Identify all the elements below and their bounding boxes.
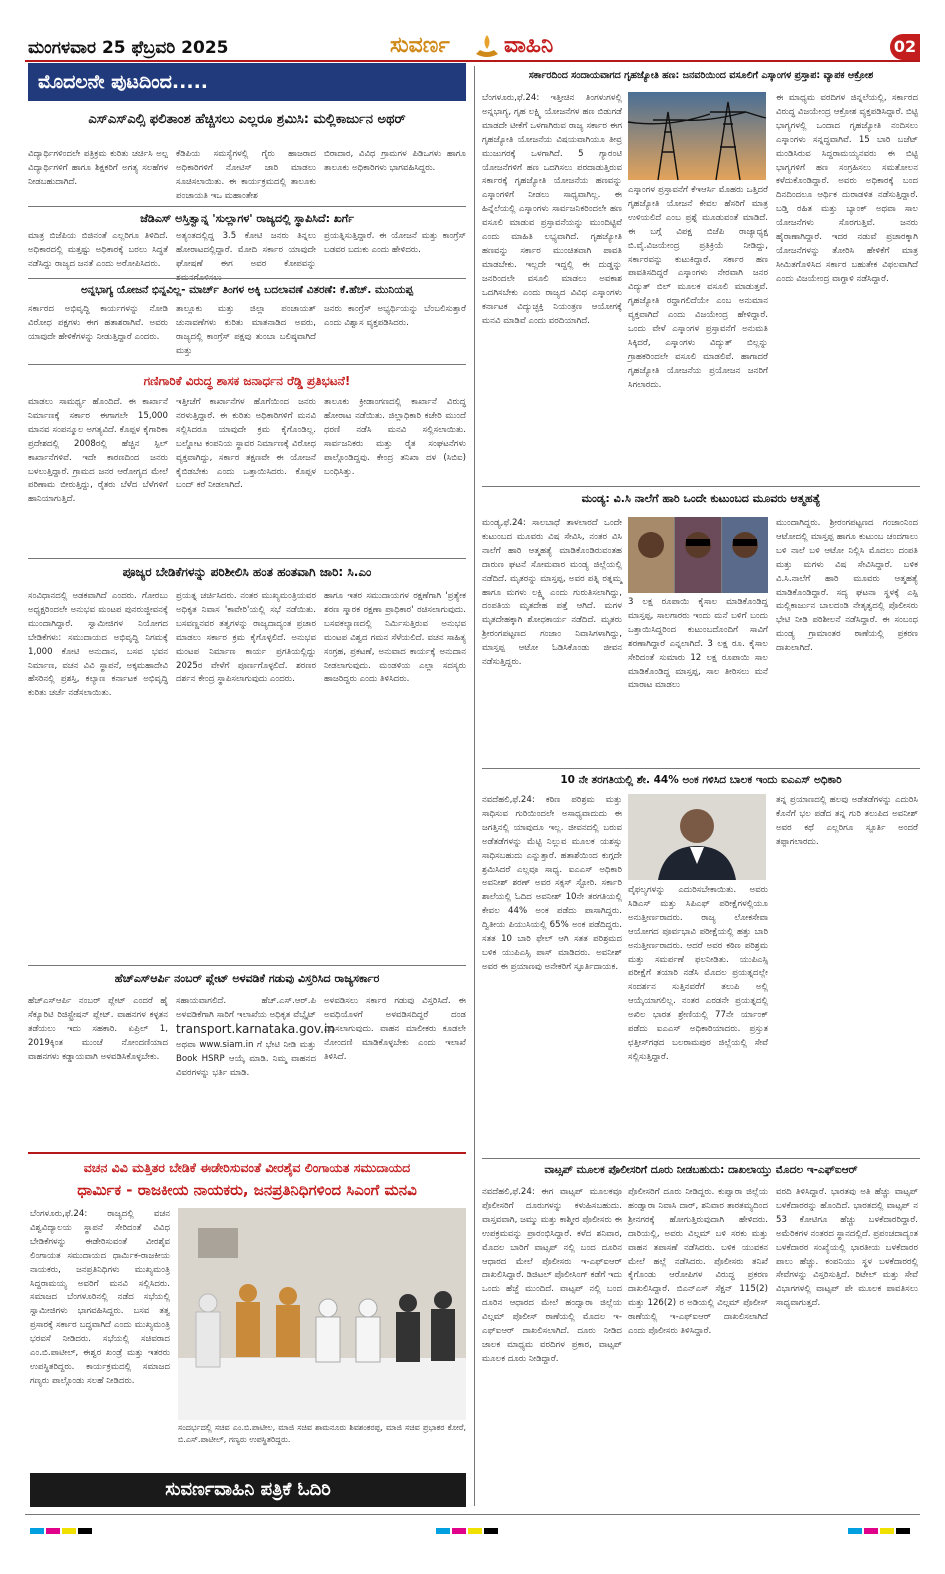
a3-col1: ಸರ್ಕಾರದ ಅಭಿವೃದ್ಧಿ ಕಾರ್ಯಗಳನ್ನು ನೋಡಿ ವಿರೋಧ ಪಕ್ಷಗಳು ಈಗ ಹತಾಶರಾಗಿವೆ. ಅವರು ಯಾವುದೇ ಹೇಳಿಕೆಗಳನ್ನು ನೀಡುತ್ತಿದ್ದಾರೆ ಎಂದರು. — [28, 304, 168, 342]
column-divider — [474, 66, 475, 1506]
separator — [28, 965, 466, 966]
logo-left-text: ಸುವರ್ಣ — [390, 32, 450, 58]
r2-col3: ಮುಂದಾಗಿದ್ದರು. ಶ್ರೀರಂಗಪಟ್ಟಣದ ಗಂಜಾಂನಿಂದ ಆಟೋದಲ್ಲಿ ಮಾಸ್ತಪ್ಪ ಹಾಗೂ ಕುಟುಂಬ ಚಂದಗಾಲು ಬಳಿ ನಾಲೆ ಬಳಿ ಆಟೋ ನಿಲ್ಲಿಸಿ ಮೊದಲು ದಂಪತಿ ಮತ್ತು ಮಗಳು ವಿಷ ಸೇವಿಸಿದ್ದಾರೆ. ಬಳಿಕ ವಿ.ಸಿ.ನಾಲೆಗೆ ಹಾರಿ ಮೂವರು ಆತ್ಮಹತ್ಯೆ ಮಾಡಿಕೊಂಡಿದ್ದಾರೆ. ಸದ್ಯ ಘಟನಾ ಸ್ಥಳಕ್ಕೆ ಎಸ್ಪಿ ಮಲ್ಲಿಕಾರ್ಜುನ ಬಾಲದಂಡಿ ನೇತೃತ್ವದಲ್ಲಿ ಪೊಲೀಸರು ಭೇಟಿ ನೀಡಿ ಪರಿಶೀಲನೆ ನಡೆಸಿದ್ದಾರೆ. ಈ ಸಂಬಂಧ ಮಂಡ್ಯ ಗ್ರಾಮಾಂತರ ಠಾಣೆಯಲ್ಲಿ ಪ್ರಕರಣ ದಾಖಲಾಗಿದೆ. — [776, 518, 918, 654]
r4-col2: ಪೊಲೀಸರಿಗೆ ದೂರು ನೀಡಿದ್ದರು. ಕುಪ್ವಾರಾ ಜಿಲ್ಲೆಯ ಹಂಡ್ವಾರಾ ನಿವಾಸಿ ದಾರ್, ಶನಿವಾರ ತಾರತಮ್ಯದಿಂದ ಶ್ರೀನಗರಕ್ಕೆ ಹೋಗುತ್ತಿರುವುದಾಗಿ ಹೇಳಿದರು. ದಾರಿಯಲ್ಲಿ, ಅವರು ವಿಲ್ಗಮ್ ಬಳಿ ಸರಕು ಮತ್ತು ವಾಹನ ತಪಾಸಣೆ ನಡೆಸಿದರು. ಬಳಿಕ ಯುವಕನ ಮೇಲೆ ಹಲ್ಲೆ ನಡೆಸಿದರು. ಪೊಲೀಸರು ತನಿಖೆ ಕೈಗೊಂಡು ಆರೋಪಿಗಳ ವಿರುದ್ಧ ಪ್ರಕರಣ ದಾಖಲಿಸಿದ್ದಾರೆ. ಬಿಎನ್‌ಎಸ್ ಸೆಕ್ಷನ್ 115(2) ಮತ್ತು 126(2) ರ ಅಡಿಯಲ್ಲಿ ವಿಲ್ಗಮ್ ಪೊಲೀಸ್ ಠಾಣೆಯಲ್ಲಿ ಇ-ಎಫ್‌ಐಆರ್ ದಾಖಲಿಸಲಾಗಿದೆ ಎಂದು ಪೊಲೀಸರು ತಿಳಿಸಿದ್ದಾರೆ. — [628, 1187, 768, 1337]
a2-col3: ಪ್ರಯತ್ನಿಸುತ್ತಿದ್ದಾರೆ. ಈ ಯೋಜನೆ ಮತ್ತು ಕಾಂಗ್ರೆಸ್ ಬಡವರ ಬದುಕು ಎಂದು ಹೇಳಿದರು. — [324, 231, 466, 255]
a4-col3: ತಾಲೂಕು ಕ್ರೀಡಾಂಗಣದಲ್ಲಿ ಕಾರ್ಖಾನೆ ವಿರುದ್ಧ ಹೋರಾಟ ನಡೆಯಿತು. ಜಿಲ್ಲಾಧಿಕಾರಿ ಕಚೇರಿ ಮುಂದೆ ಧರಣಿ ನಡೆಸಿ ಮನವಿ ಸಲ್ಲಿಸಲಾಯಿತು. ಸಾರ್ವಜನಿಕರು ಮತ್ತು ರೈತ ಸಂಘಟನೆಗಳು ಪಾಲ್ಗೊಂಡಿದ್ದವು. ಕೇಂದ್ರ ತನಿಖಾ ದಳ (ಸಿಬಿಐ) ಬಂಧಿಸಿತ್ತು. — [324, 397, 466, 477]
a5-col1: ಸಂವಿಧಾನದಲ್ಲಿ ಅಡಕವಾಗಿದೆ ಎಂದರು. ಗೋರಬು ಅಧ್ಯಕ್ಷರಿಂದಲೇ ಅನುಭವ ಮಂಟಪ ಪುನರುಜ್ಜೀವನಕ್ಕೆ ಮುಂದಾಗಿದ್ದಾರೆ. ಸ್ವಾಮೀಜಿಗಳ ನಿಯೋಗದ ಬೇಡಿಕೆಗಳು: ಸಮುದಾಯದ ಅಭಿವೃದ್ಧಿ ನಿಗಮಕ್ಕೆ 1,000 ಕೋಟಿ ಅನುದಾನ, ಬಸವ ಭವನ ನಿರ್ಮಾಣ, ವಚನ ವಿವಿ ಸ್ಥಾಪನೆ, ಅಕ್ಕಮಹಾದೇವಿ ಹೆಸರಿನಲ್ಲಿ ಪ್ರಶಸ್ತಿ, ಕಲ್ಯಾಣ ಕರ್ನಾಟಕ ಅಭಿವೃದ್ಧಿ ಕುರಿತು ಚರ್ಚೆ ನಡೆಸಲಾಯಿತು. — [28, 591, 168, 699]
headline-annabhagya: ಅನ್ನಭಾಗ್ಯ ಯೋಜನೆ ಭಿನ್ನವಿಲ್ಲ- ಮಾರ್ಚ್ ತಿಂಗಳ ಅಕ್ಕಿ ಬದಲಾವಣೆ ವಿತರಣೆ: ಕೆ.ಹೆಚ್. ಮುನಿಯಪ್ಪ — [80, 284, 414, 296]
headline-kharge: ಜೆಡಿಎಸ್ ಅಸ್ತಿತ್ವಾನ್ನ 'ಸುಲ್ಲಾಗಳ' ರಾಜ್ಯದಲ್ಲಿ ಸ್ಥಾಪಿಸಿದೆ: ಖರ್ಗೆ — [140, 212, 354, 225]
a6-col3: ಅಳವಡಿಸಲು ಸರ್ಕಾರ ಗಡುವು ವಿಸ್ತರಿಸಿದೆ. ಈ ಅವಧಿಯೊಳಗೆ ಅಳವಡಿಸದಿದ್ದರೆ ದಂಡ ವಿಧಿಸಲಾಗುವುದು. ವಾಹನ ಮಾಲೀಕರು ಕೂಡಲೇ ನೋಂದಣಿ ಮಾಡಿಕೊಳ್ಳಬೇಕು ಎಂದು ಇಲಾಖೆ ತಿಳಿಸಿದೆ. — [324, 996, 466, 1062]
headline-gruhajyothi: ಸರ್ಕಾರದಿಂದ ಸಂದಾಯವಾಗದ ಗೃಹಜ್ಯೋತಿ ಹಣ: ಜನವರಿಯಿಂದ ವಸೂಲಿಗೆ ಎಸ್ಕಾಂಗಳ ಪ್ರಸ್ತಾಪ: ವ್ಯಾಪಕ ಆಕ್ರೋಶ — [528, 70, 874, 81]
transport-website-link[interactable]: transport.karnataka.gov.in — [176, 1021, 335, 1036]
headline-cm-demands: ಪೂಜ್ಯರ ಬೇಡಿಕೆಗಳನ್ನು ಪರಿಶೀಲಿಸಿ ಹಂತ ಹಂತವಾಗಿ ಜಾರಿ: ಸಿ.ಎಂ — [122, 565, 372, 579]
a6-col2-text-a: ಸಹಾಯವಾಗಲಿದೆ. ಹೆಚ್.ಎಸ್.ಆರ್.ಪಿ ಅಳವಡಿಕೆಗಾಗಿ ಸಾರಿಗೆ ಇಲಾಖೆಯ ಅಧಿಕೃತ ವೆಬ್ಸೈಟ್ — [176, 996, 316, 1020]
section-title: ಮೊದಲನೇ ಪುಟದಿಂದ..... — [28, 63, 466, 101]
separator — [482, 1158, 920, 1159]
a7-body: ಬೆಂಗಳೂರು,ಫೆ.24: ರಾಜ್ಯದಲ್ಲಿ ವಚನ ವಿಶ್ವವಿದ್ಯಾಲಯ ಸ್ಥಾಪನೆ ಸೇರಿದಂತೆ ವಿವಿಧ ಬೇಡಿಕೆಗಳನ್ನು ಈಡೇರಿಸುವಂತೆ ವೀರಶೈವ ಲಿಂಗಾಯತ ಸಮುದಾಯದ ಧಾರ್ಮಿಕ-ರಾಜಕೀಯ ನಾಯಕರು, ಜನಪ್ರತಿನಿಧಿಗಳು ಮುಖ್ಯಮಂತ್ರಿ ಸಿದ್ದರಾಮಯ್ಯ ಅವರಿಗೆ ಮನವಿ ಸಲ್ಲಿಸಿದರು. ಸಮಾಜದ ಬೆಂಗಳೂರಿನಲ್ಲಿ ನಡೆದ ಸಭೆಯಲ್ಲಿ ಸ್ವಾಮೀಜಿಗಳು ಭಾಗವಹಿಸಿದ್ದರು. ಬಸವ ತತ್ವ ಪ್ರಸಾರಕ್ಕೆ ಸರ್ಕಾರ ಬದ್ಧವಾಗಿದೆ ಎಂದು ಮುಖ್ಯಮಂತ್ರಿ ಭರವಸೆ ನೀಡಿದರು. ಸಭೆಯಲ್ಲಿ ಸಚಿವರಾದ ಎಂ.ಬಿ.ಪಾಟೀಲ್, ಈಶ್ವರ ಖಂಡ್ರೆ ಮತ್ತು ಇತರರು ಉಪಸ್ಥಿತರಿದ್ದರು. ಕಾರ್ಯಕ್ರಮದಲ್ಲಿ ಸಮಾಜದ ಗಣ್ಯರು ಪಾಲ್ಗೊಂಡು ಸಲಹೆ ನೀಡಿದರು. — [30, 1209, 170, 1386]
a6-col2-text-b: ಅಥವಾ www.siam.in ಗೆ ಭೇಟಿ ನೀಡಿ ಮತ್ತು Book HSRP ಆಯ್ಕೆ ಮಾಡಿ. ನಿಮ್ಮ ವಾಹನದ ವಿವರಗಳನ್ನು ಭರ್ತಿ ಮಾಡಿ. — [176, 1039, 316, 1078]
a1-col1: ವಿದ್ಯಾರ್ಥಿಗಳಿಂದಲೇ ಪತ್ರಿಕ್ರಮ ಕುರಿತು ಚರ್ಚಿಸಿ ಅಲ್ಪ ವಿದ್ಯಾರ್ಥಿಗಳಿಗೆ ಹಾಗೂ ಶಿಕ್ಷಕರಿಗೆ ಅಗತ್ಯ ಸಲಹೆಗಳ ನೀಡಬಹುದಾಗಿದೆ. — [28, 149, 168, 187]
victims-illustration — [628, 517, 768, 593]
r4-col1: ನವದೆಹಲಿ,ಫೆ.24: ಈಗ ವಾಟ್ಸಪ್ ಮೂಲಕವೂ ಪೊಲೀಸರಿಗೆ ದೂರುಗಳನ್ನು ಕಳುಹಿಸಬಹುದು. ವಾಸ್ತವವಾಗಿ, ಜಮ್ಮು ಮತ್ತು ಕಾಶ್ಮೀರ ಪೊಲೀಸರು ಈ ಉಪಕ್ರಮವನ್ನು ಪ್ರಾರಂಭಿಸಿದ್ದಾರೆ. ಕಳೆದ ಶನಿವಾರ, ಮೊದಲ ಬಾರಿಗೆ ವಾಟ್ಸಪ್ ನಲ್ಲಿ ಬಂದ ದೂರಿನ ಆಧಾರದ ಮೇಲೆ ಪೊಲೀಸರು ಇ-ಎಫ್‌ಐಆರ್ ದಾಖಲಿಸಿದ್ದಾರೆ. ಡಿಜಿಟಲ್ ಪೊಲೀಸಿಂಗ್ ಕಡೆಗೆ ಇದು ಒಂದು ಹೆಜ್ಜೆ ಮುಂದಿದೆ. ವಾಟ್ಸಪ್ ನಲ್ಲಿ ಬಂದ ದೂರಿನ ಆಧಾರದ ಮೇಲೆ ಹಂದ್ವಾರಾ ಜಿಲ್ಲೆಯ ವಿಲ್ಗಮ್ ಪೊಲೀಸ್ ಠಾಣೆಯಲ್ಲಿ ಮೊದಲ ಇ-ಎಫ್‌ಐಆರ್ ದಾಖಲಿಸಲಾಗಿದೆ. ದೂರು ನೀಡಿದ ಜಾಲಕ ಮಾಧ್ಯಮ ವರದಿಗಳ ಪ್ರಕಾರ, ವಾಟ್ಸಪ್ ಮೂಲಕ ದೂರು ನೀಡಿದ್ದಾರೆ. — [482, 1187, 622, 1364]
separator — [482, 768, 920, 769]
r1-col3: ಈ ಮಾಧ್ಯಮ ವರದಿಗಳ ಜಿನ್ನಲೆಯಲ್ಲಿ, ಸರ್ಕಾರದ ವಿರುದ್ಧ ವಿಜಯೇಂದ್ರ ಆಕ್ರೋಶ ವ್ಯಕ್ತಪಡಿಸಿದ್ದಾರೆ. ಬಿಟ್ಟಿ ಭಾಗ್ಯಗಳಲ್ಲಿ ಒಂದಾದ ಗೃಹಜ್ಯೋತಿ ನಂದಿಸಲು ಎಸ್ಕಾಂಗಳು ಸನ್ನದ್ಧವಾಗಿವೆ. 15 ಬಾರಿ ಬಜೆಟ್ ಮಂಡಿಸಿರುವ ಸಿದ್ದರಾಮಯ್ಯನವರು ಈ ಬಿಟ್ಟಿ ಭಾಗ್ಯಗಳಿಗೆ ಹಣ ಸಂಗ್ರಹಿಸಲು ಸಮತೋಲನ ಕಳೆದುಕೊಂಡಿದ್ದಾರೆ. ಅವರು ಅಧಿಕಾರಕ್ಕೆ ಬಂದ ದಿನದಿಂದಲೂ ಆರ್ಥಿಕ ದುರಾಡಳಿತ ನಡೆಸುತ್ತಿದ್ದಾರೆ. ಬಡ್ತಿ ರಹಿತ ಮತ್ತು ಬ್ಯಾಂಕ್ ಅಥವಾ ಸಾಲ ಯೋಜನೆಗಳು ಸೊರಗುತ್ತಿವೆ. ಜನರು ಹೈರಾಣಾಗಿದ್ದಾರೆ. ಇದರ ನಡುವೆ ಪ್ರಚಾರಕ್ಕಾಗಿ ಯೋಜನೆಗಳನ್ನು ತೋರಿಸಿ ಹೇಳಿಕೆಗೆ ಮಾತ್ರ ಸೀಮಿತಗೊಳಿಸಿದ ಸರ್ಕಾರ ಬಹುತೇಕ ವಿಫಲವಾಗಿದೆ ಎಂದು ವಿಜಯೇಂದ್ರ ವಾಗ್ದಾಳಿ ನಡೆಸಿದ್ದಾರೆ. — [776, 93, 918, 284]
issue-date: ಮಂಗಳವಾರ 25 ಫೆಬ್ರವರಿ 2025 — [28, 38, 229, 58]
masthead-rule — [25, 60, 920, 62]
r1-col2: ಎಸ್ಕಾಂಗಳ ಪ್ರಸ್ತಾವನೆಗೆ ಕೆಇಆರ್ಸಿ ಮೊಹರು ಒತ್ತಿದರೆ ಗೃಹಜ್ಯೋತಿ ಯೋಜನೆ ಕೇವಲ ಹೆಸರಿಗೆ ಮಾತ್ರ ಉಳಿಯಲಿದೆ ಎಂಬ ಪ್ರಶ್ನೆ ಮೂಡುವಂತೆ ಮಾಡಿದೆ. ಈ ಬಗ್ಗೆ ವಿಪಕ್ಷ ಬಿಜೆಪಿ ರಾಜ್ಯಾಧ್ಯಕ್ಷ ಬಿ.ವೈ.ವಿಜಯೇಂದ್ರ ಪ್ರತಿಕ್ರಿಯೆ ನೀಡಿದ್ದು, ಸರ್ಕಾರವನ್ನು ಕುಟುಕಿದ್ದಾರೆ. ಸರ್ಕಾರ ಹಣ ಪಾವತಿಸದಿದ್ದರೆ ಎಸ್ಕಾಂಗಳು ನೇರವಾಗಿ ಜನರ ವಿದ್ಯುತ್ ಬಿಲ್ ಮೂಲಕ ವಸೂಲಿ ಮಾಡುತ್ತವೆ. ಗೃಹಜ್ಯೋತಿ ರದ್ದಾಗಲಿದೆಯೇ ಎಂಬ ಅನುಮಾನ ವ್ಯಕ್ತವಾಗಿದೆ ಎಂದು ವಿಜಯೇಂದ್ರ ಹೇಳಿದ್ದಾರೆ. ಒಂದು ವೇಳೆ ಎಸ್ಕಾಂಗಳ ಪ್ರಸ್ತಾವನೆಗೆ ಅನುಮತಿ ಸಿಕ್ಕಿದರೆ, ಎಸ್ಕಾಂಗಳು ವಿದ್ಯುತ್ ಬಿಲ್ಲನ್ನು ಗ್ರಾಹಕರಿಂದಲೇ ವಸೂಲಿ ಮಾಡಲಿವೆ. ಹಾಗಾದರೆ ಗೃಹಜ್ಯೋತಿ ಯೋಜನೆಯ ಪ್ರಯೋಜನ ಜನರಿಗೆ ಸಿಗಲಾರದು. — [628, 185, 768, 390]
separator — [28, 206, 466, 207]
meeting-photo — [178, 1208, 466, 1420]
r2-col2: 3 ಲಕ್ಷ ರೂಪಾಯಿ ಕೈಸಾಲ ಮಾಡಿಕೊಂಡಿದ್ದ ಮಾಸ್ತಪ್ಪ, ಸಾಲಗಾರರು ಇಂದು ಮನೆ ಬಳಿಗೆ ಬಂದು ಒತ್ತಾಯಿಸಿದ್ದರಿಂದ ಕುಟುಂಬದೊಂದಿಗೆ ಸಾವಿಗೆ ಶರಣಾಗಿದ್ದಾರೆ ಎನ್ನಲಾಗಿದೆ. 3 ಲಕ್ಷ ರೂ. ಕೈಸಾಲ ಸೇರಿದಂತೆ ಸುಮಾರು 12 ಲಕ್ಷ ರೂಪಾಯಿ ಸಾಲ ಮಾಡಿಕೊಂಡಿದ್ದ ಮಾಸ್ತಪ್ಪ, ಸಾಲ ತೀರಿಸಲು ಮನೆ ಮಾರಾಟ ಮಾಡಲು — [628, 597, 768, 691]
separator — [28, 278, 466, 279]
officer-portrait-photo — [628, 794, 766, 880]
a2-col2: ಅತ್ಯಂತದಲ್ಲಿದ್ದ 3.5 ಕೋಟಿ ಜನರು ತಿನ್ನಲು ಹೋರಾಟದಲ್ಲಿದ್ದಾರೆ. ಮೋದಿ ಸರ್ಕಾರ ಯಾವುದೇ ಘೋಷಣೆ ಈಗ ಅವರ ಕೋಪವನ್ನು — [176, 231, 316, 269]
headline-reddy-protest: ಗಣಿಗಾರಿಕೆ ವಿರುದ್ಧ ಶಾಸಕ ಜನಾರ್ಧನ ರೆಡ್ಡಿ ಪ್ರತಿಭಟನೆ! — [143, 374, 351, 388]
read-newspaper-banner: ಸುವರ್ಣವಾಹಿನಿ ಪತ್ರಿಕೆ ಓದಿರಿ — [30, 1473, 466, 1507]
separator — [28, 558, 466, 559]
separator — [28, 364, 466, 365]
r3-col1: ನವದೆಹಲಿ,ಫೆ.24: ಕಠಿಣ ಪರಿಶ್ರಮ ಮತ್ತು ಸಾಧಿಸುವ ಗುರಿಯಿಂದಲೇ ಅಸಾಧ್ಯವಾದುದು ಈ ಜಗತ್ತಿನಲ್ಲಿ ಯಾವುದೂ ಇಲ್ಲ. ಜೀವನದಲ್ಲಿ ಬರುವ ಅಡೆತಡೆಗಳನ್ನು ಮೆಟ್ಟಿ ನಿಲ್ಲುವ ಮೂಲಕ ಯಶಸ್ಸು ಸಾಧಿಸಬಹುದು ಎನ್ನುತ್ತಾರೆ. ಹತಾಶೆಯಿಂದ ಕುಗ್ಗದೇ ಶ್ರಮಿಸಿದರೆ ಎಲ್ಲವೂ ಸಾಧ್ಯ. ಐಎಎಸ್ ಅಧಿಕಾರಿ ಅವನೀಶ್ ಶರಣ್ ಅವರ ಸಕ್ಸಸ್ ಸ್ಟೋರಿ. ಸರ್ಕಾರಿ ಶಾಲೆಯಲ್ಲಿ ಓದಿದ ಅವನೀಶ್ 10ನೇ ತರಗತಿಯಲ್ಲಿ ಕೇವಲ 44% ಅಂಕ ಪಡೆದು ಪಾಸಾಗಿದ್ದರು. ದ್ವಿತೀಯ ಪಿಯುಸಿಯಲ್ಲಿ 65% ಅಂಕ ಪಡೆದಿದ್ದರು. ಸತತ 10 ಬಾರಿ ಫೇಲ್ ಆಗಿ ಸತತ ಪರಿಶ್ರಮದ ಬಳಿಕ ಯುಪಿಎಸ್ಸಿ ಪಾಸ್ ಮಾಡಿದರು. ಅವನೀಶ್ ಅವರ ಈ ಪ್ರಯಾಣವು ಅನೇಕರಿಗೆ ಸ್ಫೂರ್ತಿದಾಯಕ. — [482, 795, 622, 972]
headline-sslc: ಎಸ್ಎಸ್ಎಲ್ಸಿ ಫಲಿತಾಂಶ ಹೆಚ್ಚಿಸಲು ಎಲ್ಲರೂ ಶ್ರಮಿಸಿ: ಮಲ್ಲಿಕಾರ್ಜುನ ಅಥರ್ — [88, 112, 406, 127]
officer-illustration — [628, 794, 766, 880]
a5-col3: ಹಾಗೂ ಇತರ ಸಮುದಾಯಗಳ ರಕ್ಷಣೆಗಾಗಿ 'ಪ್ರತ್ಯೇಕ ಶರಣ ಸ್ಮಾರಕ ರಕ್ಷಣಾ ಪ್ರಾಧಿಕಾರ' ರಚಿಸಲಾಗುವುದು. ಬಸವಕಲ್ಯಾಣದಲ್ಲಿ ನಿರ್ಮಿಸುತ್ತಿರುವ ಅನುಭವ ಮಂಟಪ ವಿಶ್ವದ ಗಮನ ಸೆಳೆಯಲಿದೆ. ವಚನ ಸಾಹಿತ್ಯ ಸಂಗ್ರಹ, ಪ್ರಕಟಣೆ, ಅನುವಾದ ಕಾರ್ಯಕ್ಕೆ ಅನುದಾನ ನೀಡಲಾಗುವುದು. ಮಂಡಳಿಯ ಎಲ್ಲಾ ಸದಸ್ಯರು ಹಾಜರಿದ್ದರು ಎಂದು ತಿಳಿಸಿದರು. — [324, 591, 466, 685]
headline-vachana-line1: ವಚನ ವಿವಿ ಮತ್ತಿತರ ಬೇಡಿಕೆ ಈಡೇರಿಸುವಂತೆ ವೀರಶೈವ ಲಿಂಗಾಯತ ಸಮುದಾಯದ — [83, 1160, 411, 1175]
r3-col3: ತನ್ನ ಪ್ರಯಾಣದಲ್ಲಿ ಹಲವು ಅಡೆತಡೆಗಳನ್ನು ಎದುರಿಸಿ ಕೊನೆಗೆ ಭಲ ಪಡೆದ ತನ್ನ ಗುರಿ ತಲುಪಿದ ಅವನೀಶ್ ಅವರ ಕಥೆ ಎಲ್ಲರಿಗೂ ಸ್ಪೂರ್ತಿ ಅಂದರೆ ತಪ್ಪಾಗಲಾರದು. — [776, 795, 918, 847]
a6-col1: ಹೆಚ್ಎಸ್ಆರ್ಪಿ ನಂಬರ್ ಪ್ಲೇಟ್ ಎಂದರೆ ಹೈ ಸೆಕ್ಯೂರಿಟಿ ರಿಜಿಸ್ಟ್ರೇಷನ್ ಪ್ಲೇಟ್. ವಾಹನಗಳ ಕಳ್ಳತನ ತಡೆಯಲು ಇದು ಸಹಕಾರಿ. ಏಪ್ರಿಲ್ 1, 2019ಕ್ಕಿಂತ ಮುಂಚೆ ನೋಂದಣಿಯಾದ ವಾಹನಗಳು ಕಡ್ಡಾಯವಾಗಿ ಅಳವಡಿಸಿಕೊಳ್ಳಬೇಕು. — [28, 996, 168, 1062]
a6-col2 — [176, 995, 335, 1140]
page-number: 02 — [890, 34, 920, 60]
meeting-photo-caption: ಸಂದರ್ಭದಲ್ಲಿ ಸಚಿವ ಎಂ.ಬಿ.ಪಾಟೀಲ, ಮಾಜಿ ಸಚಿವ ಶಾಮನೂರು ಶಿವಶಂಕರಪ್ಪ, ಮಾಜಿ ಸಚಿವ ಪ್ರಭಾಕರ ಕೋರೆ, ಬಿ.ಎಸ್.ಪಾಟೀಲ್, ಗಣ್ಯರು ಉಪಸ್ಥಿತರಿದ್ದರು. — [178, 1423, 466, 1444]
r3-col2: ವೈಫಲ್ಯಗಳನ್ನು ಎದುರಿಸಬೇಕಾಯಿತು. ಅವರು ಸಿಡಿಎಸ್ ಮತ್ತು ಸಿಪಿಎಫ್ ಪರೀಕ್ಷೆಗಳಲ್ಲಿಯೂ ಅನುತ್ತೀರ್ಣರಾದರು. ರಾಜ್ಯ ಲೋಕಸೇವಾ ಆಯೋಗದ ಪೂರ್ವಭಾವಿ ಪರೀಕ್ಷೆಯಲ್ಲಿ ಹತ್ತು ಬಾರಿ ಅನುತ್ತೀರ್ಣರಾದರು. ಆದರೆ ಅವರ ಕಠಿಣ ಪರಿಶ್ರಮ ಮತ್ತು ಸಮರ್ಪಣೆ ಫಲನೀಡಿತು. ಯುಪಿಎಸ್ಸಿ ಪರೀಕ್ಷೆಗೆ ತಯಾರಿ ನಡೆಸಿ ಮೊದಲ ಪ್ರಯತ್ನದಲ್ಲೇ ಸಂದರ್ಶನ ಸುತ್ತಿನವರೆಗೆ ತಲುಪಿ ಅಲ್ಲಿ ಆಯ್ಕೆಯಾಗಲಿಲ್ಲ. ನಂತರ ಎರಡನೇ ಪ್ರಯತ್ನದಲ್ಲಿ ಅಖಿಲ ಭಾರತ ಶ್ರೇಣಿಯಲ್ಲಿ 77ನೇ ರ್ಯಾಂಕ್ ಪಡೆದು ಐಎಎಸ್ ಅಧಿಕಾರಿಯಾದರು. ಪ್ರಸ್ತುತ ಛತ್ತೀಸ್‌ಗಢದ ಬಲರಾಮಪುರ ಜಿಲ್ಲೆಯಲ್ಲಿ ಸೇವೆ ಸಲ್ಲಿಸುತ್ತಿದ್ದಾರೆ. — [628, 885, 768, 1062]
r4-col3: ವರದಿ ತಿಳಿಸಿದ್ದಾರೆ. ಭಾರತವು ಅತಿ ಹೆಚ್ಚು ವಾಟ್ಸಪ್ ಬಳಕೆದಾರರನ್ನು ಹೊಂದಿದೆ. ಭಾರತದಲ್ಲಿ ವಾಟ್ಸಪ್ ನ 53 ಕೋಟಿಗೂ ಹೆಚ್ಚು ಬಳಕೆದಾರರಿದ್ದಾರೆ. ಅಮೆರಿಕಗಳ ನಂತರದ ಸ್ಥಾನದಲ್ಲಿದೆ. ಪ್ರಪಂಚದಾದ್ಯಂತ ಬಳಕೆದಾರರ ಸಂಖ್ಯೆಯಲ್ಲಿ ಭಾರತೀಯ ಬಳಕೆದಾರರ ಪಾಲು ಹೆಚ್ಚು. ಕಂಪನಿಯು ಸ್ಥಳ ಬಳಕೆದಾರರಲ್ಲಿ ಸೇವೆಗಳನ್ನು ವಿಸ್ತರಿಸುತ್ತಿದೆ. ರಿಟೇಲ್ ಮತ್ತು ಸೇವೆ ವಿಭಾಗಗಳಲ್ಲಿ ವಾಟ್ಸಪ್ ಪೇ ಮೂಲಕ ಪಾವತಿಸಲು ಸಾಧ್ಯವಾಗುತ್ತದೆ. — [776, 1187, 919, 1309]
headline-mandya: ಮಂಡ್ಯ: ವಿ.ಸಿ ನಾಲೆಗೆ ಹಾರಿ ಒಂದೇ ಕುಟುಂಬದ ಮೂವರು ಆತ್ಮಹತ್ಯೆ — [581, 492, 821, 505]
registration-marks-center — [436, 1528, 506, 1536]
headline-hsrp: ಹೆಚ್ಎಸ್ಆರ್ಪಿ ನಂಬರ್ ಪ್ಲೇಟ್ ಅಳವಡಿಕೆ ಗಡುವು ವಿಸ್ತರಿಸಿದ ರಾಜ್ಯಸರ್ಕಾರ — [114, 972, 380, 985]
bottom-rule — [25, 1514, 920, 1515]
r1-col1: ಬೆಂಗಳೂರು,ಫೆ.24: ಇತ್ತೀಚಿನ ತಿಂಗಳುಗಳಲ್ಲಿ ಅನ್ನಭಾಗ್ಯ, ಗೃಹ ಲಕ್ಷ್ಮಿ ಯೋಜನೆಗಳ ಹಣ ಬಿಡುಗಡೆ ಮಾಡದೇ ಟೀಕೆಗೆ ಒಳಗಾಗಿರುವ ರಾಜ್ಯ ಸರ್ಕಾರ ಈಗ ಗೃಹಜ್ಯೋತಿ ಯೋಜನೆಯ ವಿಷಯವಾಗಿಯೂ ತೀವ್ರ ಮುಜುಗರಕ್ಕೆ ಒಳಗಾಗಿದೆ. 5 ಗ್ಯಾರಂಟಿ ಯೋಜನೆಗಳಿಗೆ ಹಣ ಒದಗಿಸಲು ಪರದಾಡುತ್ತಿರುವ ಸರ್ಕಾರಕ್ಕೆ ಗೃಹಜ್ಯೋತಿ ಯೋಜನೆಯ ಹಣವನ್ನು ಎಸ್ಕಾಂಗಳಿಗೆ ನೀಡಲು ಸಾಧ್ಯವಾಗಿಲ್ಲ. ಈ ಹಿನ್ನೆಲೆಯಲ್ಲಿ ಎಸ್ಕಾಂಗಳು ಸಾರ್ವಜನಿಕರಿಂದಲೇ ಹಣ ವಸೂಲಿ ಮಾಡುವ ಪ್ರಸ್ತಾವನೆಯನ್ನು ಮುಂದಿಟ್ಟಿವೆ ಎಂದು ಮಾಹಿತಿ ಲಭ್ಯವಾಗಿದೆ. ಗೃಹಜ್ಯೋತಿ ಹಣವನ್ನು ಸರ್ಕಾರ ಮುಂಚಿತವಾಗಿ ಪಾವತಿ ಮಾಡಬೇಕು. ಇಲ್ಲದೇ ಇದ್ದಲ್ಲಿ ಈ ದುಡ್ಡನ್ನು ಜನರಿಂದಲೇ ವಸೂಲಿ ಮಾಡಲು ಅವಕಾಶ ಒದಗಿಸಬೇಕು ಎಂದು ರಾಜ್ಯದ ವಿವಿಧ ಎಸ್ಕಾಂಗಳು ಕರ್ನಾಟಕ ವಿದ್ಯುಚ್ಛಕ್ತಿ ನಿಯಂತ್ರಣ ಆಯೋಗಕ್ಕೆ ಮನವಿ ಮಾಡಿವೆ ಎಂದು ವರದಿಯಾಗಿದೆ. — [482, 93, 622, 326]
a3-col2: ತಾಲ್ಲೂಕು ಮತ್ತು ಜಿಲ್ಲಾ ಪಂಚಾಯತ್ ಚುನಾವಣೆಗಳು ಕುರಿತು ಮಾತನಾಡಿದ ಅವರು, ರಾಜ್ಯದಲ್ಲಿ ಕಾಂಗ್ರೆಸ್ ಪಕ್ಷವು ತುಂಬಾ ಬಲಿಷ್ಠವಾಗಿದೆ ಮತ್ತು — [176, 304, 316, 356]
headline-vachana-line2: ಧಾರ್ಮಿಕ - ರಾಜಕೀಯ ನಾಯಕರು, ಜನಪ್ರತಿನಿಧಿಗಳಿಂದ ಸಿಎಂಗೆ ಮನವಿ — [77, 1181, 417, 1199]
a5-col2: ಪ್ರಯತ್ನ ಚರ್ಚಿಸಿದರು. ನಂತರ ಮುಖ್ಯಮಂತ್ರಿಯವರ ಅಧಿಕೃತ ನಿವಾಸ 'ಕಾವೇರಿ'ಯಲ್ಲಿ ಸಭೆ ನಡೆಯಿತು. ಬಸವಣ್ಣನವರ ತತ್ವಗಳನ್ನು ರಾಜ್ಯದಾದ್ಯಂತ ಪ್ರಚಾರ ಮಾಡಲು ಸರ್ಕಾರ ಕ್ರಮ ಕೈಗೊಳ್ಳಲಿದೆ. ಅನುಭವ ಮಂಟಪ ನಿರ್ಮಾಣ ಕಾರ್ಯ ಪ್ರಗತಿಯಲ್ಲಿದ್ದು 2025ರ ವೇಳೆಗೆ ಪೂರ್ಣಗೊಳ್ಳಲಿದೆ. ಶರಣರ ದರ್ಶನ ಕೇಂದ್ರ ಸ್ಥಾಪಿಸಲಾಗುವುದು ಎಂದರು. — [176, 591, 316, 685]
newspaper-logo — [380, 30, 620, 64]
meeting-photo-illustration — [178, 1208, 466, 1420]
registration-marks-left — [30, 1528, 100, 1536]
headline-whatsapp-fir: ವಾಟ್ಸಪ್ ಮೂಲಕ ಪೊಲೀಸರಿಗೆ ದೂರು ನೀಡಬಹುದು: ದಾಖಲಾಯ್ತು ಮೊದಲ ಇ-ಎಫ್ಐಆರ್ — [544, 1164, 858, 1176]
a3-col3: ಜನರು ಕಾಂಗ್ರೆಸ್ ಅಭ್ಯರ್ಥಿಯನ್ನು ಬೆಂಬಲಿಸುತ್ತಾರೆ ಎಂದು ವಿಶ್ವಾಸ ವ್ಯಕ್ತಪಡಿಸಿದರು. — [324, 304, 466, 328]
pylons-illustration — [628, 92, 766, 180]
a1-col2: ಕೆಡಿಪಿಯ ಸಮಸ್ಯೆಗಳಲ್ಲಿ ಗೈರು ಹಾಜರಾದ ಅಧಿಕಾರಿಗಳಿಗೆ ನೋಟಿಸ್ ಜಾರಿ ಮಾಡಲು ಸೂಚಿಸಲಾಯಿತು. ಈ ಕಾರ್ಯಕ್ರಮದಲ್ಲಿ ತಾಲೂಕು ಪಂಚಾಯತಿ ಇಒ ಮಹಾಂತೇಶ — [176, 149, 316, 201]
headline-ias-officer: 10 ನೇ ತರಗತಿಯಲ್ಲಿ ಶೇ. 44% ಅಂಕ ಗಳಿಸಿದ ಬಾಲಕ ಇಂದು ಐಎಎಸ್ ಅಧಿಕಾರಿ — [560, 774, 842, 786]
separator — [28, 1152, 466, 1154]
a4-col2: ಇತ್ತೀಚೆಗೆ ಕಾರ್ಖಾನೆಗಳ ಹೊಗೆಯಿಂದ ಜನರು ನರಳುತ್ತಿದ್ದಾರೆ. ಈ ಕುರಿತು ಅಧಿಕಾರಿಗಳಿಗೆ ಮನವಿ ಸಲ್ಲಿಸಿದರೂ ಯಾವುದೇ ಕ್ರಮ ಕೈಗೊಂಡಿಲ್ಲ. ಬಲ್ಡೋಟ ಕಂಪನಿಯ ಸ್ಥಾವರ ನಿರ್ಮಾಣಕ್ಕೆ ವಿರೋಧ ವ್ಯಕ್ತವಾಗಿದ್ದು, ಸರ್ಕಾರ ತಕ್ಷಣವೇ ಈ ಯೋಜನೆ ಕೈಬಿಡಬೇಕು ಎಂದು ಒತ್ತಾಯಿಸಿದರು. ಕೊಪ್ಪಳ ಬಂದ್ ಕರೆ ನೀಡಲಾಗಿದೆ. — [176, 397, 316, 491]
power-pylons-photo — [628, 92, 766, 180]
separator — [482, 486, 920, 487]
a4-col1: ಮಾಡಲು ಸಾಮರ್ಥ್ಯ ಹೊಂದಿದೆ. ಈ ಕಾರ್ಖಾನೆ ನಿರ್ಮಾಣಕ್ಕೆ ಸರ್ಕಾರ ಈಗಾಗಲೇ 15,000 ಮಾನವ ಸಂಪನ್ಮೂಲ ಅಗತ್ಯವಿದೆ. ಕೊಪ್ಪಳ ಕೈಗಾರಿಕಾ ಪ್ರದೇಶದಲ್ಲಿ 2008ರಲ್ಲಿ ಹೆಚ್ಚಿನ ಸ್ಪಿಲ್ ಕಾರ್ಖಾನೆಗಳಿವೆ. ಇದೇ ಕಾರಣದಿಂದ ಜನರು ಬಳಲುತ್ತಿದ್ದಾರೆ. ಗ್ರಾಮದ ಜನರ ಆರೋಗ್ಯದ ಮೇಲೆ ಪರಿಣಾಮ ಬೀರುತ್ತಿದ್ದು, ರೈತರು ಬೆಳೆದ ಬೆಳೆಗಳಿಗೆ ಹಾನಿಯಾಗುತ್ತಿದೆ. — [28, 397, 168, 505]
r2-col1: ಮಂಡ್ಯ,ಫೆ.24: ಸಾಲಬಾಧೆ ತಾಳಲಾರದೆ ಒಂದೇ ಕುಟುಂಬದ ಮೂವರು ವಿಷ ಸೇವಿಸಿ, ನಂತರ ವಿಸಿ ನಾಲೆಗೆ ಹಾರಿ ಆತ್ಮಹತ್ಯೆ ಮಾಡಿಕೊಂಡಿರುವಂತಹ ದಾರುಣ ಘಟನೆ ಸೋಮವಾರ ಮಂಡ್ಯ ಜಿಲ್ಲೆಯಲ್ಲಿ ನಡೆದಿದೆ. ಮೃತರನ್ನು ಮಾಸ್ತಪ್ಪ, ಅವರ ಪತ್ನಿ ರತ್ನಮ್ಮ ಹಾಗೂ ಮಗಳು ಲಕ್ಷ್ಮಿ ಎಂದು ಗುರುತಿಸಲಾಗಿದ್ದು, ದಂಪತಿಯ ಮೃತದೇಹ ಪತ್ತೆ ಆಗಿದೆ. ಮಗಳ ಮೃತದೇಹಕ್ಕಾಗಿ ಶೋಧಕಾರ್ಯ ನಡೆದಿದೆ. ಮೃತರು ಶ್ರೀರಂಗಪಟ್ಟಣದ ಗಂಜಾಂ ನಿವಾಸಿಗಳಾಗಿದ್ದು, ಮಾಸ್ತಪ್ಪ ಆಟೋ ಓಡಿಸಿಕೊಂಡು ಜೀವನ ನಡೆಸುತ್ತಿದ್ದರು. — [482, 518, 622, 668]
a1-col3: ಬಿರಾದಾರ, ವಿವಿಧ ಗ್ರಾಮಗಳ ಪಿಡಿಒಗಳು ಹಾಗೂ ತಾಲೂಕು ಅಧಿಕಾರಿಗಳು ಭಾಗವಹಿಸಿದ್ದರು. — [324, 149, 466, 173]
lamp-icon — [472, 32, 502, 60]
logo-right-text: ವಾಹಿನಿ — [504, 32, 554, 58]
a2-col1: ಮಾತ್ರ ಬಿಜೆಪಿಯ ಬಿಜಿನಂತೆ ಎಲ್ಲರಿಗೂ ತಿಳಿದಿದೆ. ಅಧಿಕಾರದಲ್ಲಿ ಮತ್ತಷ್ಟು ಅಧಿಕಾರಕ್ಕೆ ಬರಲು ಸಿದ್ಧತೆ ನಡೆಸಿದ್ದು ರಾಜ್ಯದ ಜನತೆ ಎಂದು ಅರೋಪಿಸಿದರು. — [28, 231, 168, 269]
victims-photo — [628, 517, 768, 593]
registration-marks-right — [848, 1528, 918, 1536]
